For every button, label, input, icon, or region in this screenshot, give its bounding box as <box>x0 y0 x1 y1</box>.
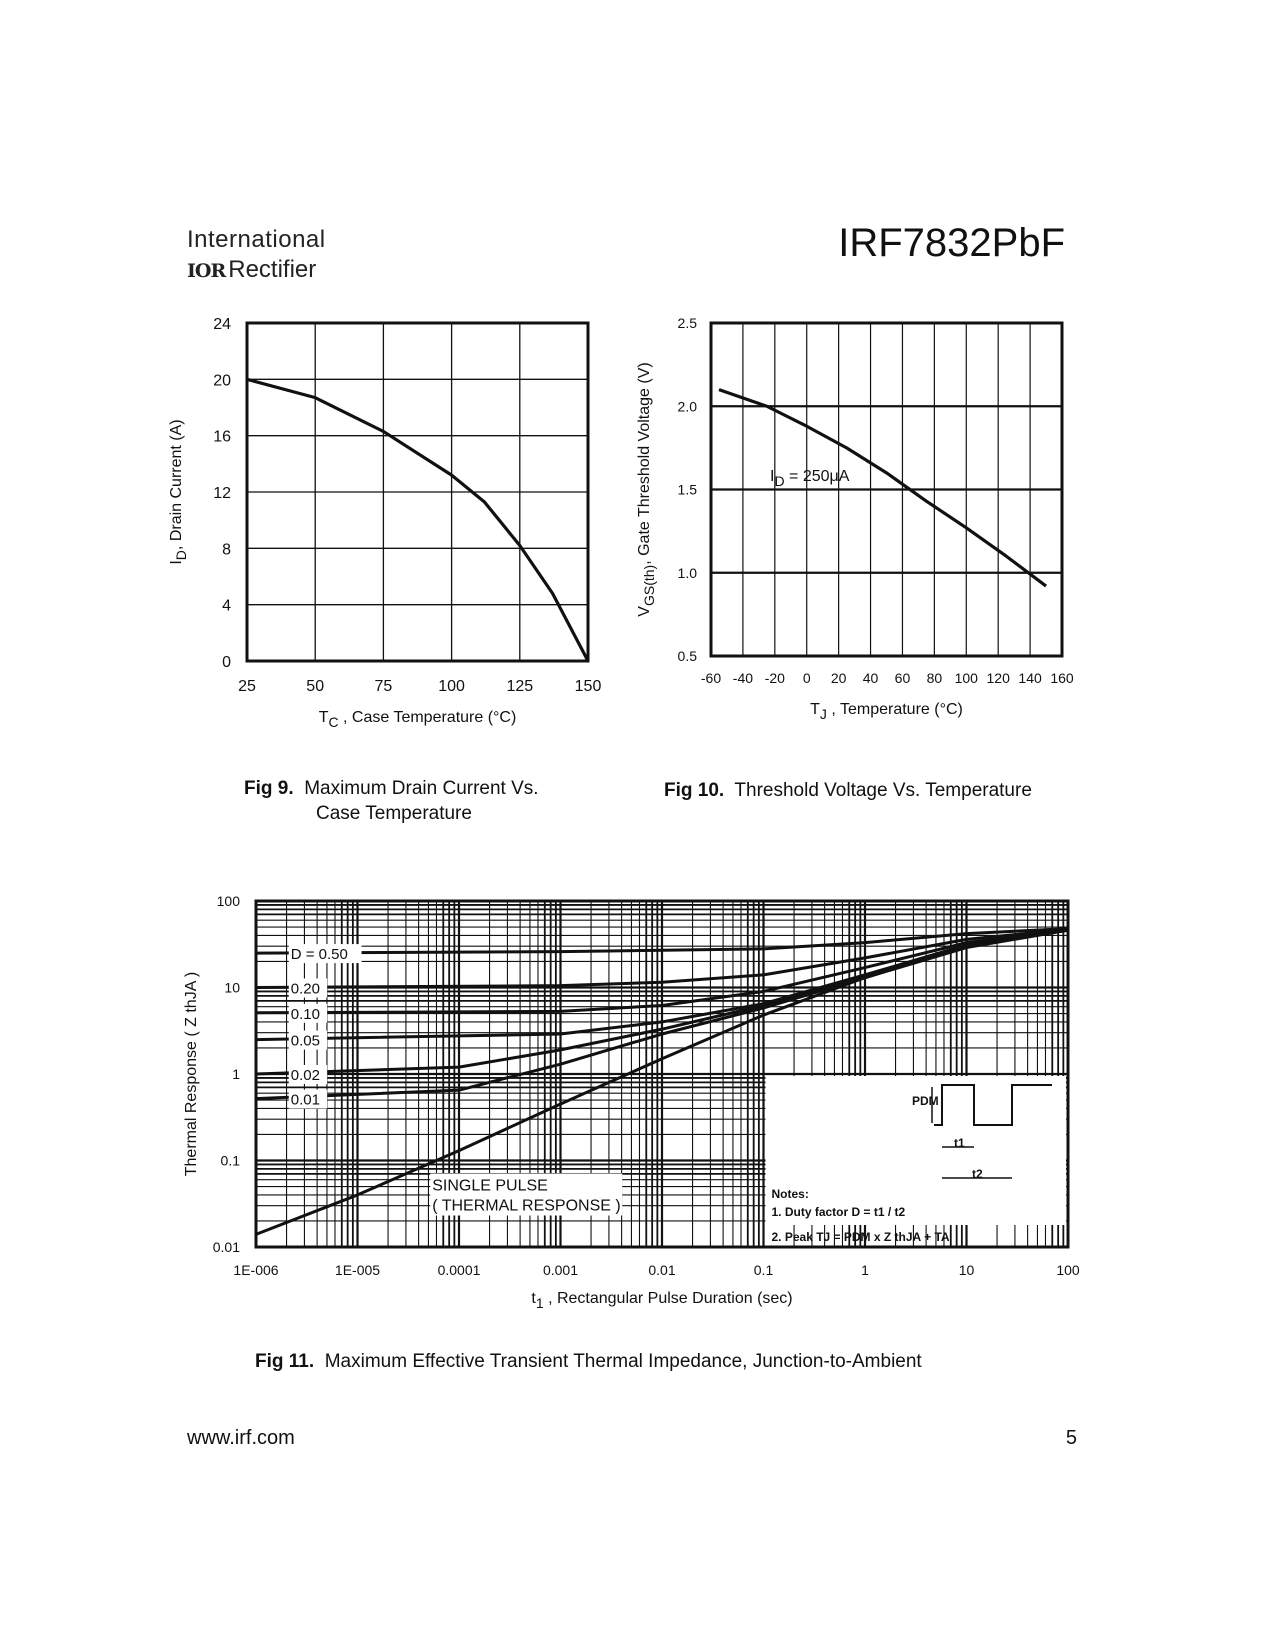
fig9-caption-line1: Maximum Drain Current Vs. <box>304 778 539 799</box>
fig10-x-tick-label: 120 <box>986 670 1010 686</box>
fig10-caption-line1: Threshold Voltage Vs. Temperature <box>734 780 1032 801</box>
fig9-x-axis-label: TC , Case Temperature (°C) <box>318 709 517 730</box>
fig9-series-line <box>247 379 588 661</box>
fig11-series-label: 0.20 <box>290 980 320 998</box>
fig11-notes-title: Notes: <box>771 1187 809 1201</box>
fig10-y-tick-label: 1.0 <box>677 564 697 581</box>
fig11-t2-label: t2 <box>972 1167 983 1181</box>
fig11-number: Fig 11. <box>255 1351 315 1372</box>
fig10-x-tick-label: 160 <box>1050 670 1074 686</box>
fig11-y-tick-label: 100 <box>216 893 240 909</box>
fig11-y-axis-label: Thermal Response ( Z thJA ) <box>183 971 200 1177</box>
fig11-series-label: 0.05 <box>290 1032 320 1050</box>
fig11-x-tick-label: 0.0001 <box>437 1262 481 1278</box>
fig10-x-tick-label: 140 <box>1018 670 1042 686</box>
fig10-x-tick-label: -60 <box>700 670 722 686</box>
fig11-x-axis-label: t1 , Rectangular Pulse Duration (sec) <box>531 1290 793 1311</box>
fig10-x-tick-label: 100 <box>954 670 978 686</box>
fig11-pdm-label: PDM <box>912 1094 939 1108</box>
fig11-series-label: D = 0.50 <box>290 946 348 964</box>
fig11-single-pulse-label-line2: ( THERMAL RESPONSE ) <box>432 1197 621 1215</box>
fig9-caption-line2: Case Temperature <box>316 803 472 824</box>
fig10-x-tick-label: 0 <box>802 670 811 686</box>
fig10-x-tick-label: 20 <box>830 670 847 686</box>
fig10-number: Fig 10. <box>664 780 725 801</box>
fig11-series-label: 0.02 <box>290 1067 320 1084</box>
page-number: 5 <box>1065 1427 1077 1449</box>
fig10-y-tick-label: 0.5 <box>677 648 697 664</box>
fig10-x-axis-label: TJ , Temperature (°C) <box>810 701 963 722</box>
fig10-y-axis-label: VGS(th), Gate Threshold Voltage (V) <box>636 362 657 617</box>
fig9-number: Fig 9. <box>244 778 294 799</box>
fig11-note-1: 1. Duty factor D = t1 / t2 <box>771 1205 906 1219</box>
fig9-y-tick-label: 4 <box>222 597 231 615</box>
fig9-y-tick-label: 12 <box>213 485 231 502</box>
fig9-y-tick-label: 0 <box>222 654 231 671</box>
logo-international: International <box>187 226 326 253</box>
fig11-caption-line1: Maximum Effective Transient Thermal Impedance, Junction-to-Ambient <box>324 1351 922 1372</box>
fig11-single-pulse-label: SINGLE PULSE <box>432 1177 548 1195</box>
fig11-x-tick-label: 0.001 <box>542 1262 579 1278</box>
fig10-x-tick-label: 60 <box>894 670 911 686</box>
fig9-y-tick-label: 8 <box>222 541 231 559</box>
fig11-note-2: 2. Peak TJ = PDM x Z thJA + TA <box>771 1230 950 1244</box>
fig11-x-tick-label: 1 <box>861 1262 869 1278</box>
fig11-t1-label: t1 <box>954 1136 965 1150</box>
fig11-x-tick-label: 1E-005 <box>334 1262 381 1278</box>
fig11-x-tick-label: 100 <box>1056 1262 1080 1278</box>
fig11-x-tick-label: 10 <box>958 1262 975 1278</box>
fig10-x-tick-label: -20 <box>764 670 785 686</box>
fig9-y-tick-label: 24 <box>213 316 231 333</box>
footer-url: www.irf.com <box>187 1427 295 1449</box>
fig10-y-tick-label: 2.5 <box>677 315 697 331</box>
fig11-series-label: 0.01 <box>290 1091 320 1109</box>
fig10-x-tick-label: 80 <box>926 670 943 686</box>
fig11-x-tick-label: 0.01 <box>648 1262 676 1278</box>
fig10-y-tick-label: 1.5 <box>677 481 697 498</box>
fig11-y-tick-label: 0.01 <box>212 1239 240 1255</box>
logo-mark: IOR <box>187 260 226 282</box>
fig11-x-tick-label: 0.1 <box>753 1262 774 1278</box>
fig9-x-tick-label: 150 <box>574 678 602 695</box>
fig10-annotation: ID = 250μA <box>770 468 850 490</box>
fig9-y-tick-label: 20 <box>213 372 231 390</box>
logo-rectifier-text: Rectifier <box>228 256 317 283</box>
fig10-y-tick-label: 2.0 <box>677 398 697 415</box>
fig9-x-tick-label: 100 <box>438 678 465 695</box>
fig9-y-tick-label: 16 <box>213 428 231 446</box>
fig11-y-tick-label: 10 <box>224 979 240 996</box>
fig10-x-tick-label: -40 <box>732 670 754 686</box>
fig9-y-axis-label: ID, Drain Current (A) <box>168 419 189 565</box>
fig11-y-tick-label: 0.1 <box>220 1152 240 1169</box>
fig11-y-tick-label: 1 <box>232 1066 240 1082</box>
fig9-x-tick-label: 50 <box>306 678 325 695</box>
fig10-series-line <box>719 390 1046 586</box>
part-number-title: IRF7832PbF <box>838 221 1065 265</box>
fig9-x-tick-label: 125 <box>506 678 534 695</box>
fig9-x-tick-label: 75 <box>374 678 393 695</box>
fig10-x-tick-label: 40 <box>862 670 879 686</box>
fig9-x-tick-label: 25 <box>238 678 256 695</box>
fig11-series-label: 0.10 <box>290 1005 320 1023</box>
fig11-x-tick-label: 1E-006 <box>233 1262 279 1278</box>
